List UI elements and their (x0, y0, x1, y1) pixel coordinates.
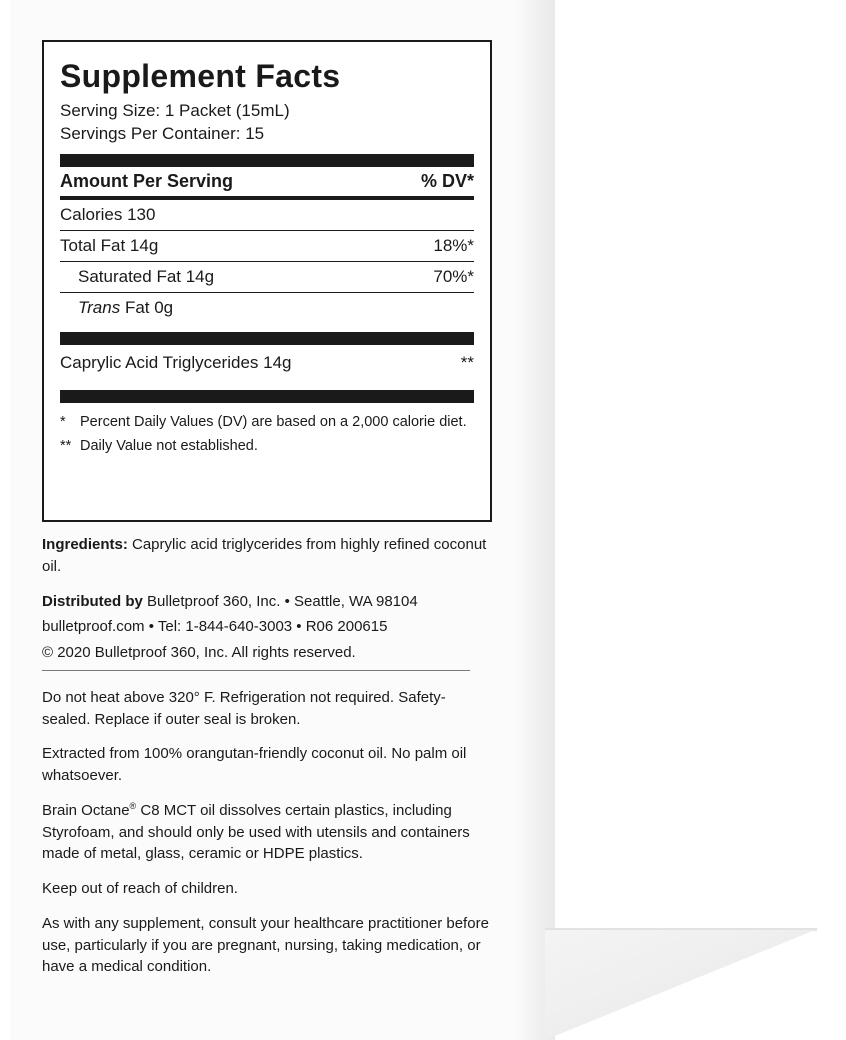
servings-per-container-line: Servings Per Container: 15 (60, 123, 265, 143)
nutrient-label: Caprylic Acid Triglycerides 14g (60, 353, 292, 373)
plastics-warning (42, 800, 494, 865)
nutrient-label (60, 298, 173, 318)
thick-rule-top (60, 154, 474, 167)
nutrient-row-total-fat (60, 231, 474, 261)
trans-fat-amount: Fat 0g (124, 298, 174, 318)
nutrient-label: Saturated Fat 14g (78, 267, 215, 287)
supplement-facts-panel (42, 40, 492, 522)
trans-italic-word: Trans (78, 298, 121, 318)
amount-per-serving-label: Amount Per Serving (60, 171, 234, 192)
footnote-2 (60, 437, 474, 457)
keep-out-of-reach-warning: Keep out of reach of children. (42, 880, 238, 897)
brain-octane-brand: Brain Octane (42, 801, 130, 819)
amount-per-serving-header (60, 167, 474, 196)
label-body-copy (42, 534, 494, 991)
contact-line: bulletproof.com • Tel: 1-844-640-3003 • R06 200615 (42, 618, 388, 636)
nutrient-row-caprylic-acid (60, 345, 474, 381)
packet-folded-flap (545, 930, 815, 1040)
section-divider (42, 670, 470, 671)
footnote-text: Daily Value not established. (80, 438, 258, 455)
copyright-line: © 2020 Bulletproof 360, Inc. All rights reserved. (42, 644, 356, 661)
ingredients-paragraph (42, 534, 494, 578)
nutrient-row-saturated-fat (60, 262, 474, 292)
nutrient-label: Calories 130 (60, 205, 156, 225)
supplement-facts-title: Supplement Facts (60, 58, 341, 94)
distributor-paragraph (42, 591, 494, 613)
footnote-mark: ** (60, 438, 72, 455)
footnote-text: Percent Daily Values (DV) are based on a 2,000 calorie diet. (80, 414, 467, 431)
footnotes-block (60, 403, 474, 456)
ingredients-label: Ingredients: (42, 536, 128, 553)
nutrient-row-calories (60, 200, 474, 230)
nutrient-row-trans-fat (60, 293, 474, 323)
consult-practitioner-warning: As with any supplement, consult your healthcare practitioner before use, particularly if you are pregnant, nursing, taking medication, or have a medical condition. (42, 914, 489, 976)
nutrient-label: Total Fat 14g (60, 236, 159, 256)
packet-edge-shading (515, 0, 555, 1040)
thick-rule-middle (60, 332, 474, 345)
ingredients-text: Caprylic acid triglycerides from highly refined coconut oil. (42, 536, 487, 575)
plastics-warning-text: C8 MCT oil dissolves certain plastics, including Styrofoam, and should only be used with utensils and containers made of metal, glass, ceramic or HDPE plastics. (42, 801, 470, 863)
footnote-mark: * (60, 414, 66, 431)
footnote-1 (60, 413, 474, 433)
serving-size-line: Serving Size: 1 Packet (15mL) (60, 100, 290, 120)
nutrient-dv: 70%* (433, 267, 474, 287)
nutrient-dv: 18%* (433, 236, 474, 256)
registered-trademark-icon: ® (129, 800, 137, 811)
percent-dv-label: % DV* (420, 171, 474, 192)
distributed-by-text: Bulletproof 360, Inc. • Seattle, WA 98104 (142, 592, 418, 610)
heating-instructions: Do not heat above 320° F. Refrigeration not required. Safety-sealed. Replace if outer seal is broken. (42, 688, 446, 728)
thick-rule-bottom (60, 390, 474, 403)
distributed-by-label: Distributed by (42, 592, 143, 610)
nutrient-dv: ** (460, 353, 474, 373)
sourcing-statement: Extracted from 100% orangutan-friendly coconut oil. No palm oil whatsoever. (42, 745, 467, 784)
